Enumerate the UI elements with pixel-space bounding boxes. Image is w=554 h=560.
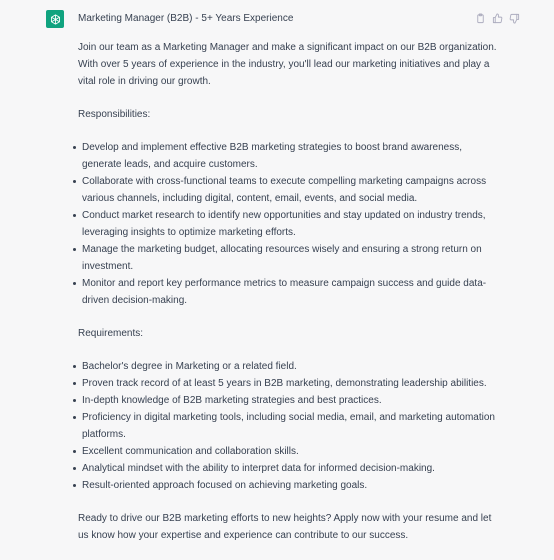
dislike-button[interactable] bbox=[507, 11, 521, 25]
list-item: Excellent communication and collaboration skills. bbox=[73, 443, 498, 460]
assistant-avatar bbox=[46, 10, 64, 28]
list-item: Proven track record of at least 5 years in B2B marketing, demonstrating leadership abilities. bbox=[73, 375, 498, 392]
requirements-list bbox=[73, 358, 498, 494]
list-item: Conduct market research to identify new opportunities and stay updated on industry trends, leveraging insights to optimize marketing efforts. bbox=[73, 207, 498, 241]
responsibilities-list bbox=[73, 139, 498, 309]
closing-paragraph: Ready to drive our B2B marketing efforts to new heights? Apply now with your resume and let us know how your expertise and experience can contribute to our success. bbox=[78, 513, 492, 541]
requirements-heading: Requirements: bbox=[78, 328, 144, 339]
list-item: Analytical mindset with the ability to interpret data for informed decision-making. bbox=[73, 460, 498, 477]
list-item: Result-oriented approach focused on achieving marketing goals. bbox=[73, 477, 498, 494]
list-item: Proficiency in digital marketing tools, including social media, email, and marketing automation platforms. bbox=[73, 409, 498, 443]
list-item: Develop and implement effective B2B marketing strategies to boost brand awareness, generate leads, and acquire customers. bbox=[73, 139, 498, 173]
list-item: Manage the marketing budget, allocating resources wisely and ensuring a strong return on investment. bbox=[73, 241, 498, 275]
list-item: Collaborate with cross-functional teams to execute compelling marketing campaigns across various channels, including digital, content, email, events, and social media. bbox=[73, 173, 498, 207]
openai-logo-icon bbox=[49, 13, 62, 26]
message-title: Marketing Manager (B2B) - 5+ Years Experience bbox=[78, 13, 294, 24]
responsibilities-heading: Responsibilities: bbox=[78, 109, 151, 120]
list-item: Bachelor's degree in Marketing or a related field. bbox=[73, 358, 498, 375]
list-item: In-depth knowledge of B2B marketing strategies and best practices. bbox=[73, 392, 498, 409]
intro-paragraph: Join our team as a Marketing Manager and make a significant impact on our B2B organization. With over 5 years of experience in the industry, you'll lead our marketing initiatives and play a vital role in driving our growth. bbox=[78, 42, 497, 87]
list-item: Monitor and report key performance metrics to measure campaign success and guide data-driven decision-making. bbox=[73, 275, 498, 309]
message-content bbox=[78, 12, 498, 560]
thumbs-down-icon bbox=[509, 13, 520, 24]
